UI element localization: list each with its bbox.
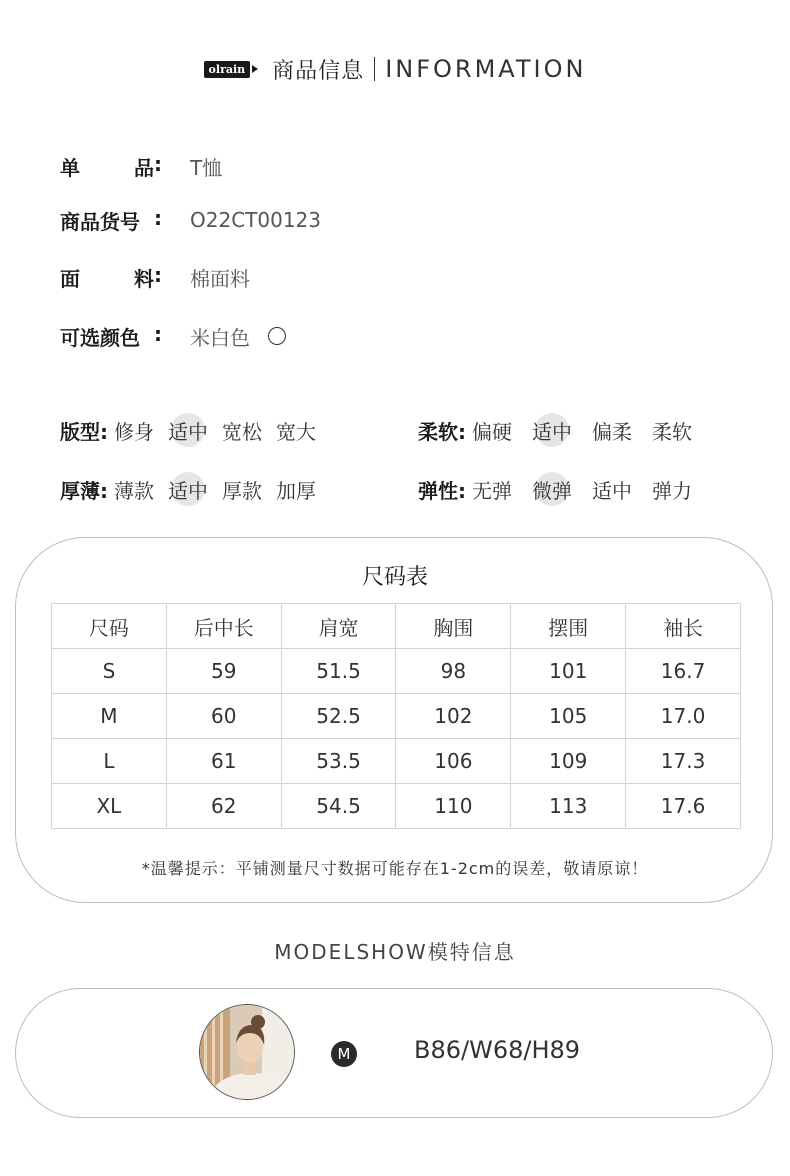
table-cell: M [52,694,167,739]
table-cell: 106 [396,739,511,784]
table-cell: 109 [511,739,626,784]
table-cell: 17.6 [626,784,741,829]
table-cell: 105 [511,694,626,739]
model-photo-icon [200,1005,295,1100]
info-label [60,152,190,181]
attr-fit [60,412,330,448]
section-header [0,52,790,86]
attr-option: 宽松 [222,419,262,444]
table-cell: 17.0 [626,694,741,739]
size-chart-title: 尺码表 [361,565,428,590]
table-cell: 113 [511,784,626,829]
table-cell: 54.5 [281,784,396,829]
header-divider [374,57,375,81]
table-cell: 102 [396,694,511,739]
model-section-title: MODELSHOW模特信息 [274,940,516,964]
attr-label: 厚薄: [60,478,108,503]
measurement-tip: *温馨提示：平铺测量尺寸数据可能存在1-2cm的误差，敬请原谅！ [141,859,649,878]
info-value: O22CT00123 [190,208,321,232]
label-part: 单 [60,155,80,180]
attr-option: 薄款 [114,478,154,503]
logo-text: olrain [204,61,251,78]
table-cell: 110 [396,784,511,829]
table-header-cell: 袖长 [626,604,741,649]
table-cell: 59 [166,649,281,694]
table-row [52,784,741,829]
label-colon: : [154,151,162,176]
label-colon: : [154,262,162,287]
table-cell: 98 [396,649,511,694]
header-title-cn: 商品信息 [272,58,365,84]
table-row [52,694,741,739]
size-table [51,603,741,829]
attr-option: 加厚 [276,478,316,503]
attr-option: 厚款 [222,478,262,503]
attr-option: 无弹 [472,478,512,503]
label-part: 可选颜色 [60,325,140,350]
table-cell: 17.3 [626,739,741,784]
info-label [60,263,190,292]
info-row-product [60,151,222,181]
header-title-en: INFORMATION [385,55,587,83]
attr-option-selected: 微弹 [532,475,572,504]
table-header-cell: 后中长 [166,604,281,649]
table-cell: 62 [166,784,281,829]
attr-option: 弹力 [652,478,692,503]
table-header-cell: 尺码 [52,604,167,649]
model-size-badge: M [331,1041,357,1067]
label-part: 品 [134,155,154,180]
attr-option-selected: 适中 [532,416,572,445]
info-label [60,322,190,351]
table-cell: XL [52,784,167,829]
color-swatch-icon[interactable] [268,327,286,345]
info-label [60,206,190,235]
info-row-color [60,321,286,351]
attr-option: 适中 [592,478,632,503]
attr-softness [418,412,692,448]
info-value: 棉面料 [190,266,250,291]
table-row [52,739,741,784]
attr-label: 弹性: [418,478,466,503]
table-cell: 60 [166,694,281,739]
attr-option: 偏硬 [472,419,512,444]
label-part: 面 [60,266,80,291]
label-colon: : [154,205,162,230]
model-avatar [199,1004,295,1100]
table-cell: 101 [511,649,626,694]
table-header-cell: 摆围 [511,604,626,649]
table-header-row [52,604,741,649]
info-row-fabric [60,262,250,292]
attr-option: 柔软 [652,419,692,444]
attr-option: 修身 [114,419,154,444]
attr-label: 版型: [60,419,108,444]
table-cell: 51.5 [281,649,396,694]
color-name: 米白色 [190,325,250,350]
model-info-card [15,988,773,1118]
info-value [190,322,286,351]
attr-option: 宽大 [276,419,316,444]
table-cell: 16.7 [626,649,741,694]
table-row [52,649,741,694]
logo-arrow-icon [252,65,258,73]
attr-label: 柔软: [418,419,466,444]
label-colon: : [154,321,162,346]
table-cell: L [52,739,167,784]
table-cell: 52.5 [281,694,396,739]
attr-thickness [60,471,330,507]
attr-elasticity [418,471,692,507]
attr-option-selected: 适中 [168,416,208,445]
attr-option: 偏柔 [592,419,632,444]
table-cell: S [52,649,167,694]
table-header-cell: 胸围 [396,604,511,649]
label-part: 料 [134,266,154,291]
label-part: 商品货号 [60,209,140,234]
table-cell: 61 [166,739,281,784]
info-row-sku [60,205,321,235]
attr-option-selected: 适中 [168,475,208,504]
table-cell: 53.5 [281,739,396,784]
model-measurements: B86/W68/H89 [414,1036,581,1064]
info-value: T恤 [190,155,223,180]
table-header-cell: 肩宽 [281,604,396,649]
brand-logo [204,61,259,78]
